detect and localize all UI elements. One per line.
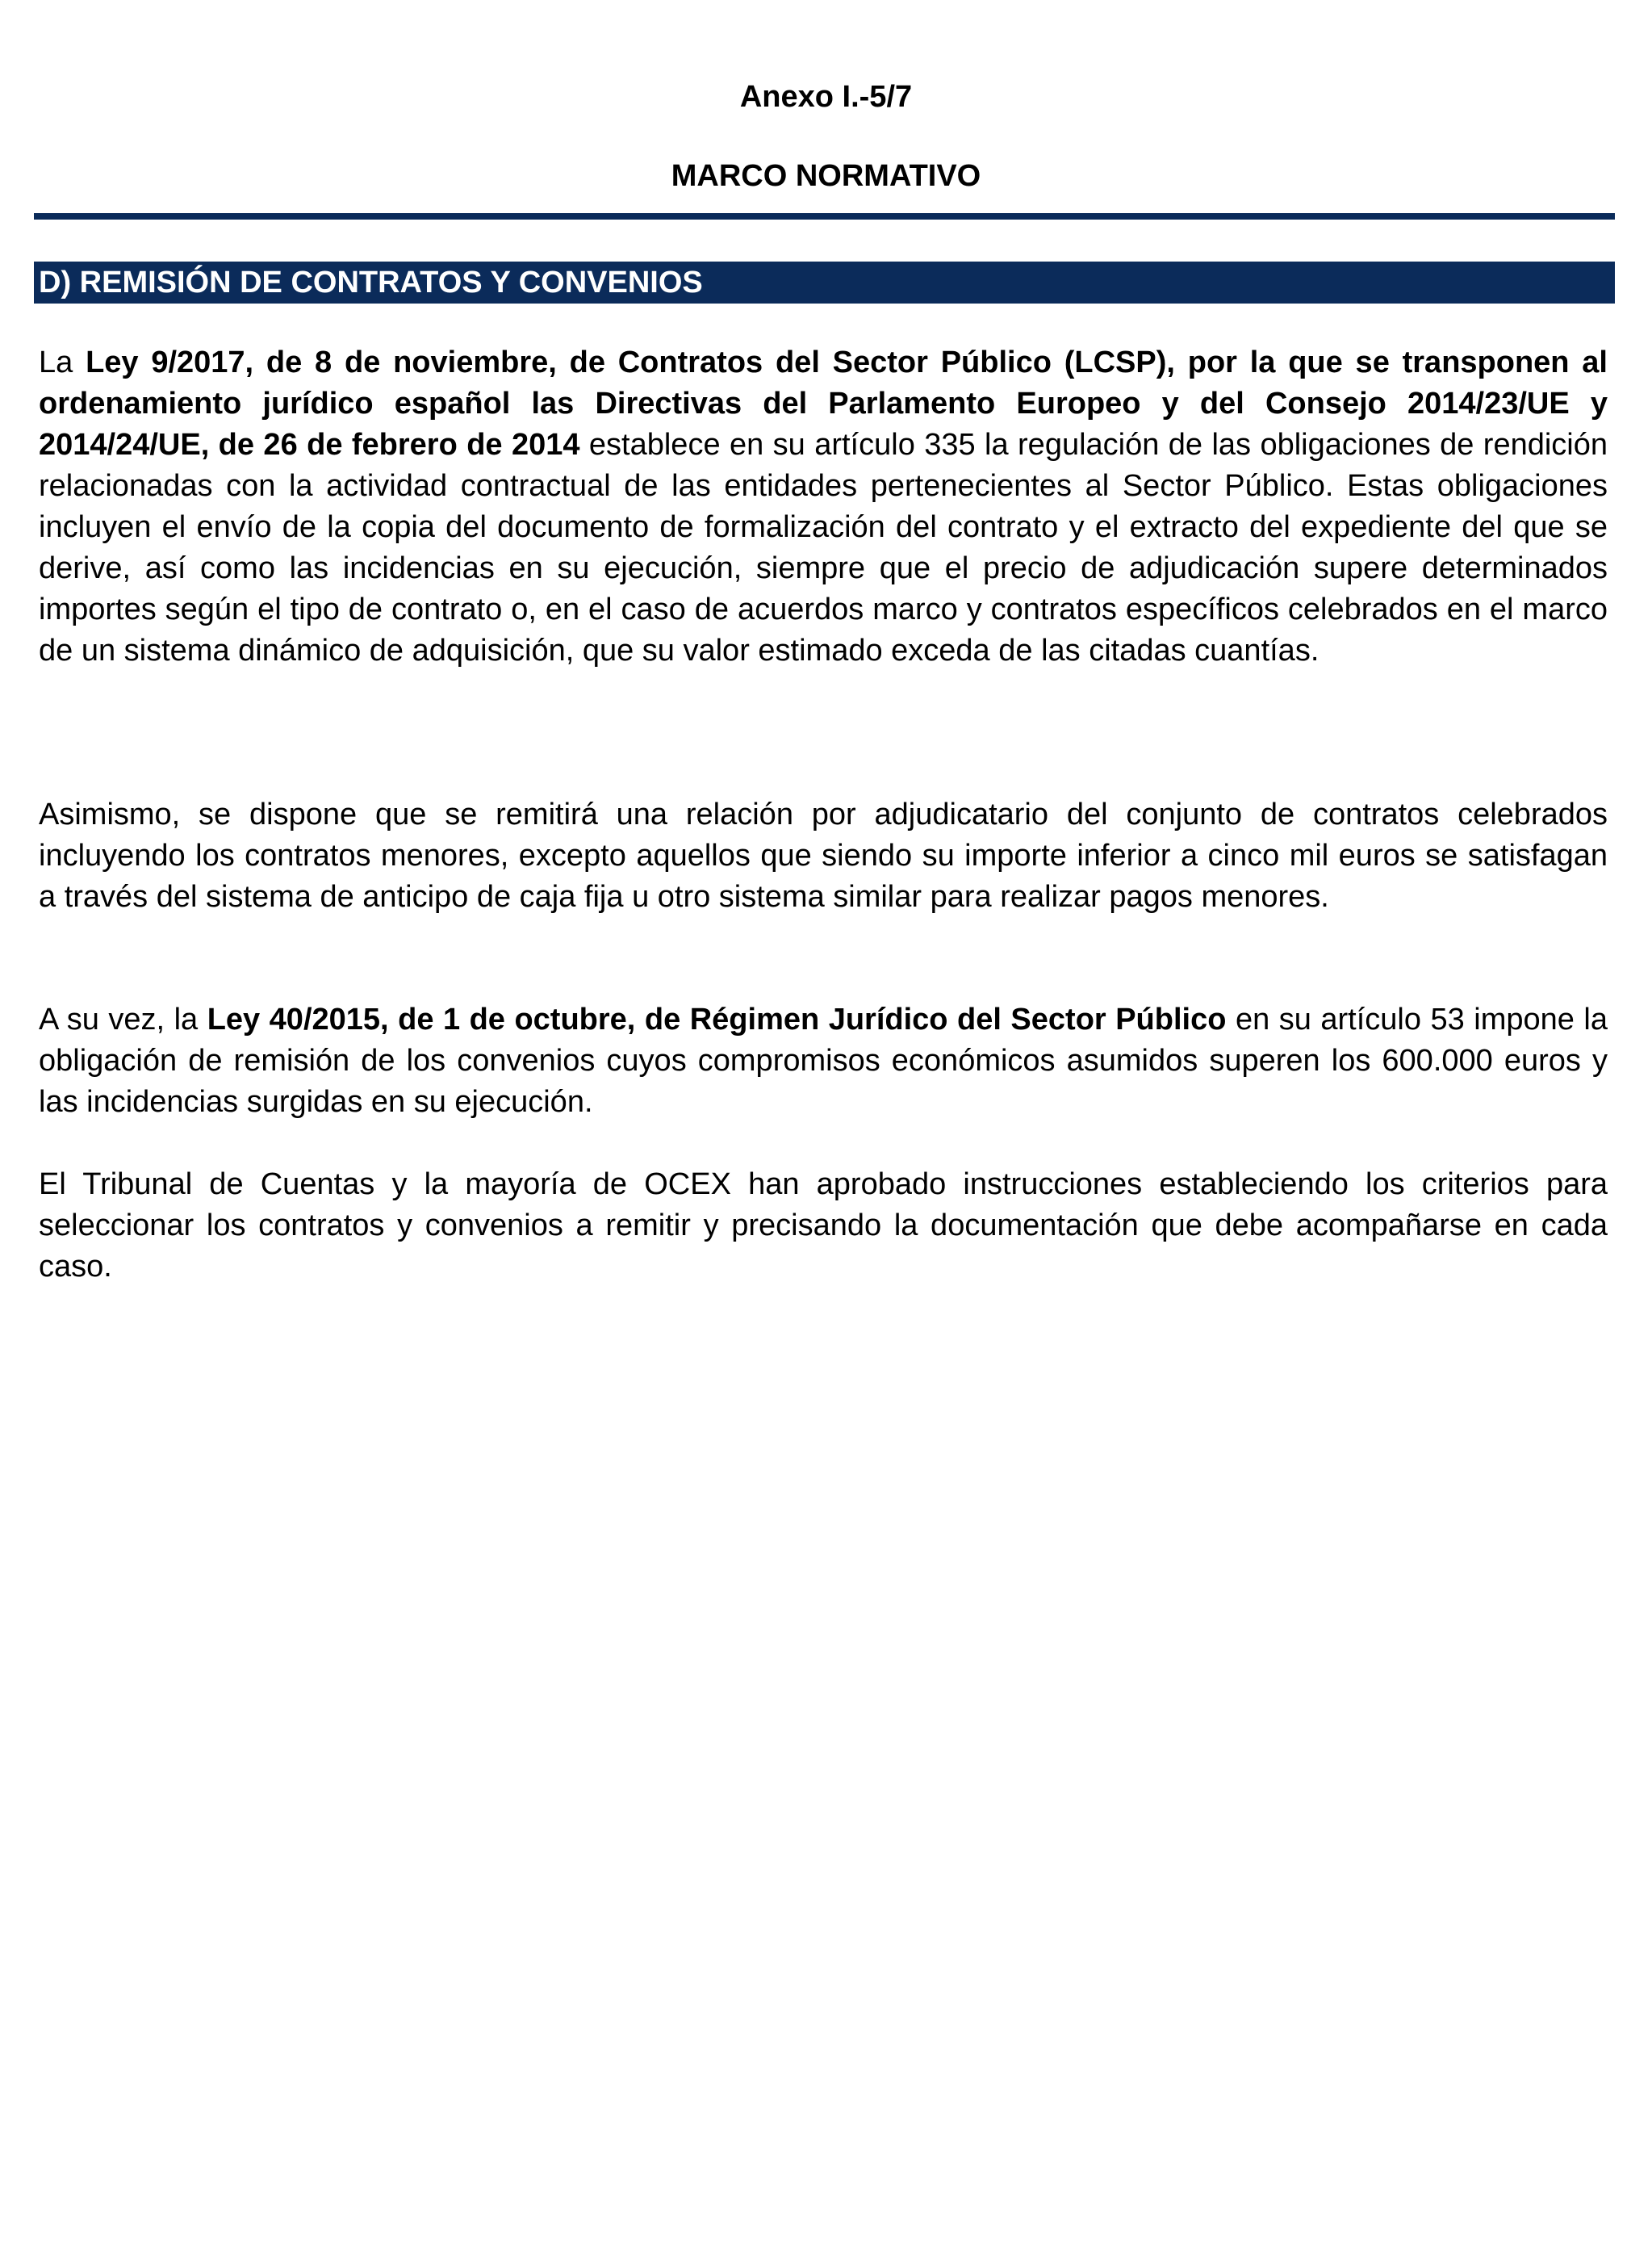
- section-title: D) REMISIÓN DE CONTRATOS Y CONVENIOS: [39, 266, 703, 299]
- paragraph-relacion-adjudicatario: Asimismo, se dispone que se remitirá una relación por adjudicatario del conjunto de contratos celebrados incluyendo los contratos menores, excepto aquellos que siendo su importe inferior a cinco mil euros se satisfagan a través del sistema de anticipo de caja fija u otro sistema similar para realizar pagos menores.: [39, 798, 1608, 914]
- paragraph-convenios: [39, 999, 1608, 1123]
- law-reference-lcsp: Ley 9/2017, de 8 de noviembre, de Contratos del Sector Público (LCSP), por la que se transponen al ordenamiento jurídico español las Directivas del Parlamento Europeo y del Consejo 2014/23/UE y 2014/24/UE, de 26 de febrero de 2014: [39, 346, 1608, 462]
- law-reference-ley-40-2015: Ley 40/2015, de 1 de octubre, de Régimen Jurídico del Sector Público: [207, 1003, 1227, 1037]
- annex-number: Anexo I.-5/7: [739, 80, 913, 114]
- page-title: MARCO NORMATIVO: [671, 159, 981, 193]
- paragraph-lcsp: [39, 342, 1608, 672]
- paragraph-lead: La: [39, 346, 86, 379]
- paragraph-body: en su artículo 53 impone la obligación de remisión de los convenios cuyos compromisos económicos asumidos superen los 600.000 euros y las incidencias surgidas en su ejecución.: [39, 1003, 1608, 1119]
- header-divider: [34, 213, 1615, 220]
- paragraph-body: establece en su artículo 335 la regulación de las obligaciones de rendición relacionadas con la actividad contractual de las entidades pertenecientes al Sector Público. Estas obligaciones incluyen el envío de la copia del documento de formalización del contrato y el extracto del expediente del que se derive, así como las incidencias en su ejecución, siempre que el precio de adjudicación supere determinados importes según el tipo de contrato o, en el caso de acuerdos marco y contratos específicos celebrados en el marco de un sistema dinámico de adquisición, que su valor estimado exceda de las citadas cuantías.: [39, 428, 1608, 668]
- paragraph-instrucciones: El Tribunal de Cuentas y la mayoría de OCEX han aprobado instrucciones estableciendo los criterios para seleccionar los contratos y convenios a remitir y precisando la documentación que debe acompañarse en cada caso.: [39, 1167, 1608, 1284]
- paragraph-lead: A su vez, la: [39, 1003, 207, 1037]
